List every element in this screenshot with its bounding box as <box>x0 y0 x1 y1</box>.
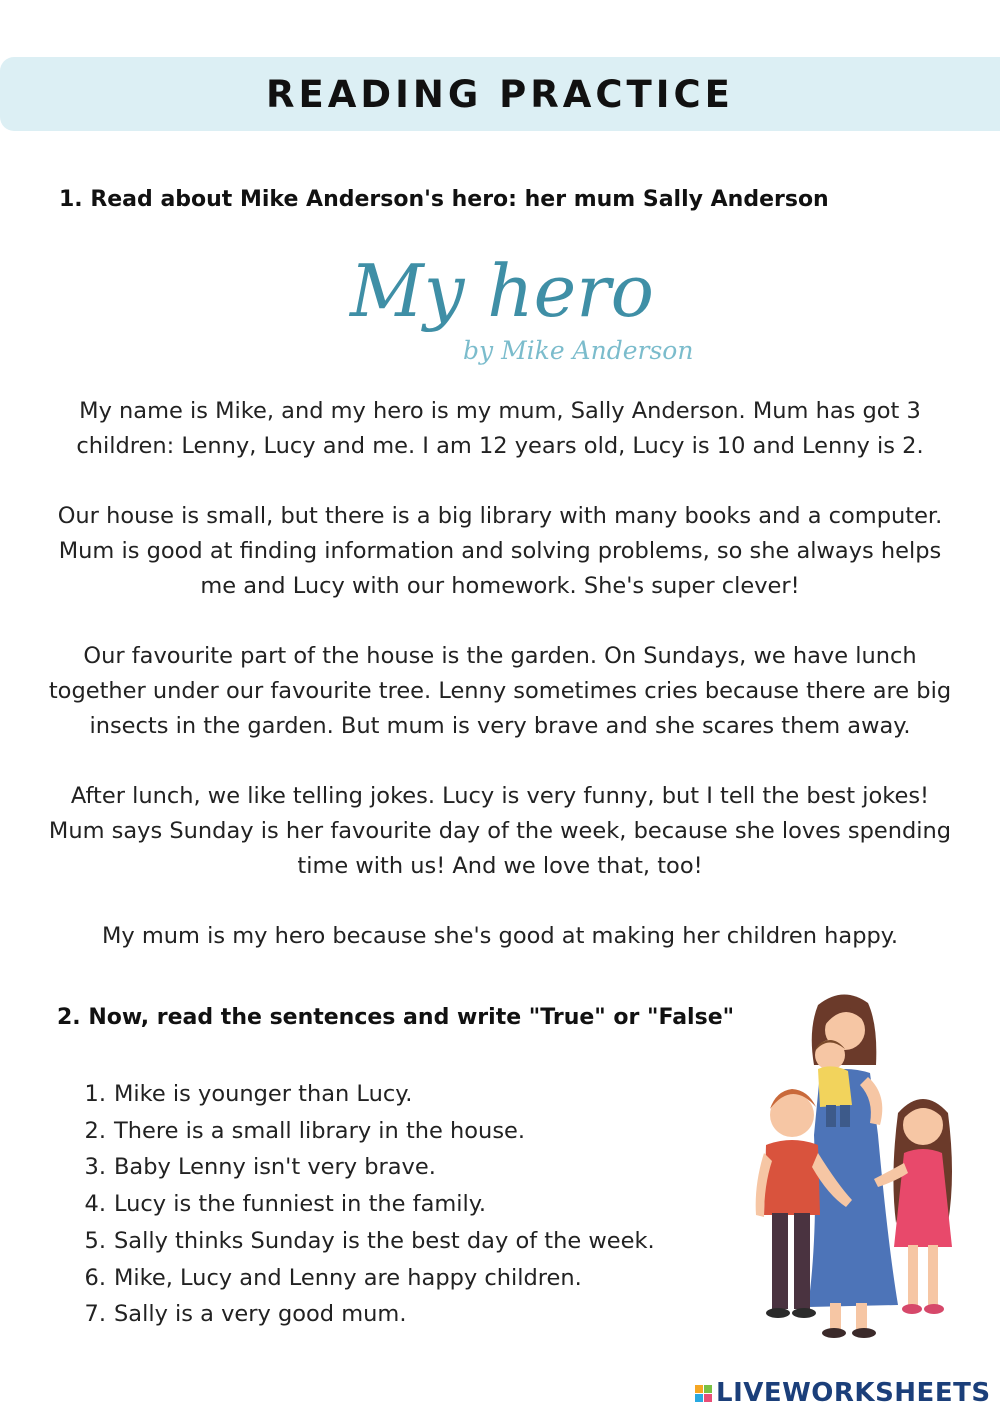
list-item <box>70 1149 655 1186</box>
story-paragraph: My name is Mike, and my hero is my mum, Sally Anderson. Mum has got 3 children: Lenny, Lucy and me. I am 12 years old, Lucy is 10 and Lenny is 2. <box>76 398 924 459</box>
item-text: There is a small library in the house. <box>114 1117 526 1144</box>
story-paragraph: After lunch, we like telling jokes. Lucy is very funny, but I tell the best jokes! Mum says Sunday is her favourite day of the week, because she loves spending time with us! And we love that, too! <box>48 783 952 879</box>
story-byline: by Mike Anderson <box>463 336 694 365</box>
item-text: Lucy is the funniest in the family. <box>114 1191 487 1218</box>
item-number: 4. <box>84 1191 106 1218</box>
family-illustration-icon <box>748 985 963 1340</box>
list-item <box>70 1296 655 1333</box>
item-number: 3. <box>84 1154 106 1181</box>
logo-mark-icon <box>695 1385 712 1402</box>
item-text: Mike is younger than Lucy. <box>114 1081 413 1107</box>
item-number: 5. <box>84 1227 106 1254</box>
story-title: My hero <box>350 249 655 333</box>
item-number: 6. <box>84 1264 106 1291</box>
list-item <box>70 1186 655 1223</box>
item-text: Sally thinks Sunday is the best day of the week. <box>114 1227 655 1254</box>
item-text: Mike, Lucy and Lenny are happy children. <box>114 1264 582 1291</box>
title-banner <box>0 57 1000 131</box>
item-text: Sally is a very good mum. <box>114 1301 407 1328</box>
true-false-list <box>70 1076 655 1333</box>
list-item <box>70 1076 655 1113</box>
list-item <box>70 1113 655 1150</box>
story-body <box>40 394 960 989</box>
brand-name: LIVEWORKSHEETS <box>716 1378 991 1408</box>
item-number: 2. <box>84 1117 106 1144</box>
page-title: READING PRACTICE <box>266 72 734 116</box>
item-number: 1. <box>84 1081 106 1107</box>
list-item <box>70 1260 655 1297</box>
item-text: Baby Lenny isn't very brave. <box>114 1154 436 1181</box>
item-number: 7. <box>84 1301 106 1328</box>
story-paragraph: Our house is small, but there is a big library with many books and a computer. Mum is good at finding information and solving problems, so she always helps me and Lucy with our homework. She's super clever! <box>57 503 943 599</box>
liveworksheets-logo <box>695 1378 991 1408</box>
task2-instruction: 2. Now, read the sentences and write "True" or "False" <box>57 1005 735 1030</box>
story-paragraph: Our favourite part of the house is the garden. On Sundays, we have lunch together under our favourite tree. Lenny sometimes cries because there are big insects in the garden. But mum is very brave and she scares them away. <box>48 643 952 739</box>
story-paragraph: My mum is my hero because she's good at making her children happy. <box>101 923 899 949</box>
task1-instruction: 1. Read about Mike Anderson's hero: her mum Sally Anderson <box>59 187 829 212</box>
list-item <box>70 1223 655 1260</box>
